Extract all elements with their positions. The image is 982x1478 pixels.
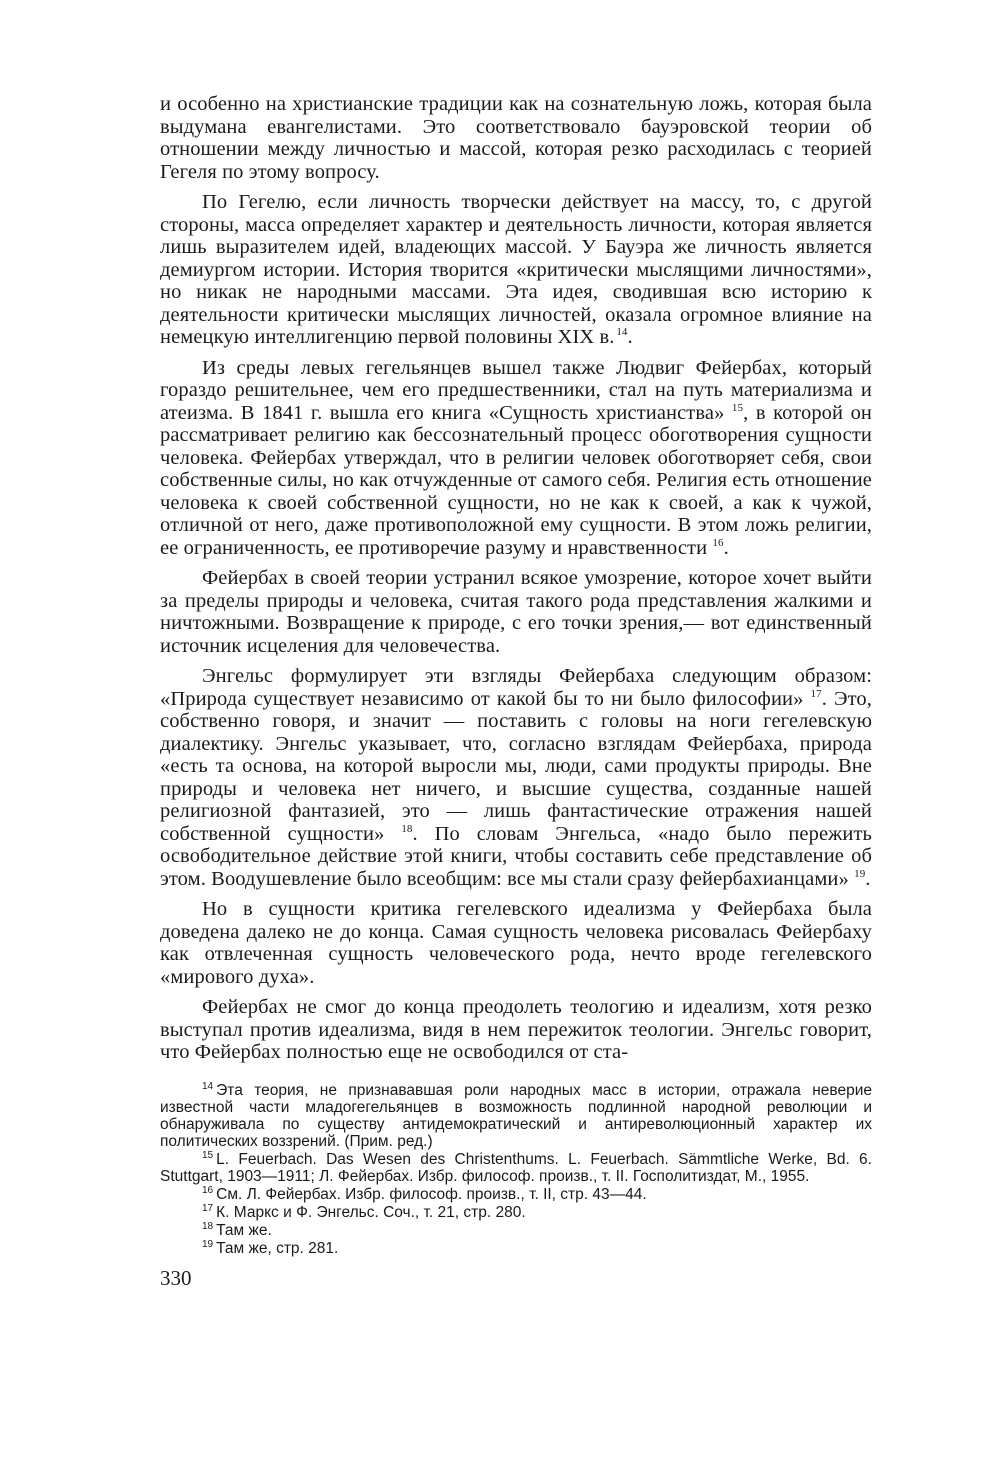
- footnote-19: [160, 1240, 872, 1257]
- footnote-text: L. Feuerbach. Das Wesen des Christenthums. L. Feuerbach. Sämmtliche Werke, Bd. 6. Stuttgart, 1903—1911; Л. Фейербах. Избр. философ. произв., т. II. Госполитиздат, М., 1955.: [160, 1150, 872, 1185]
- footnote-18: [160, 1222, 872, 1239]
- footnote-14: [160, 1082, 872, 1150]
- footnote-16: [160, 1186, 872, 1203]
- footnote-ref-19: 19: [854, 867, 866, 880]
- footnote-ref-17: 17: [810, 687, 822, 700]
- paragraph-2-end: .: [627, 326, 633, 348]
- paragraph-1: и особенно на христианские традиции как на сознательную ложь, которая была выдумана евангелистами. Это соответствовало бауэровской теории об отношении между личностью и массой, которая резко расходилась с теорией Гегеля по этому вопросу.: [160, 93, 872, 183]
- paragraph-3-part-2: , в которой он рассматривает религию как бессознательный процесс обоготворения сущности человека. Фейербах утверждал, что в религии человек обоготворяет себя, свои собственные силы, но как отчужденные от самого себя. Религия есть отношение человека к своей собственной сущности, но не как к своей, а как к чужой, отличной от него, даже противоположной ему сущности. В этом ложь религии, ее ограниченность, ее противоречие разуму и нравственности: [160, 401, 872, 559]
- footnote-17: [160, 1204, 872, 1221]
- paragraph-3-part-1: Из среды левых гегельянцев вышел также Людвиг Фейербах, который гораздо решительнее, чем его предшественники, стал на путь материализма и атеизма. В 1841 г. вышла его книга «Сущность христианства»: [160, 356, 872, 424]
- paragraph-2: [160, 191, 872, 349]
- paragraph-5-part-4: .: [865, 867, 871, 890]
- footnote-text: К. Маркс и Ф. Энгельс. Соч., т. 21, стр. 280.: [216, 1203, 526, 1221]
- footnote-number: 14: [202, 1080, 214, 1092]
- paragraph-7: Фейербах не смог до конца преодолеть теологию и идеализм, хотя резко выступал против идеализма, видя в нем пережиток теологии. Энгельс говорит, что Фейербах полностью еще не освободился от ста-: [160, 996, 872, 1063]
- page-number: 330: [160, 1266, 192, 1290]
- paragraph-2-text: По Гегелю, если личность творчески действует на массу, то, с другой стороны, масса определяет характер и деятельность личности, которая является лишь выразителем идей, владеющих массой. У Бауэра же личность является демиургом истории. История творится «критически мыслящими личностями», но никак не народными массами. Эта идея, сводившая всю историю к деятельности критически мыслящих личностей, оказала огромное влияние на немецкую интеллигенцию первой половины XIX в.: [160, 191, 872, 348]
- paragraph-3: [160, 357, 872, 560]
- footnote-number: 15: [202, 1149, 214, 1161]
- paragraph-5-part-2: . Это, собственно говоря, и значит — поставить с головы на ноги гегелевскую диалектику. Энгельс указывает, что, согласно взглядам Фейербаха, природа «есть та основа, на которой выросли мы, люди, сами продукты природы. Вне природы и человека нет ничего, и высшие существа, созданные нашей религиозной фантазией, это — лишь фантастические отражения нашей собственной сущности»: [160, 687, 872, 845]
- footnotes: [160, 1082, 872, 1257]
- footnote-number: 18: [202, 1220, 214, 1232]
- paragraph-5: [160, 665, 872, 890]
- body-text: [160, 93, 872, 1064]
- footnote-text: См. Л. Фейербах. Избр. философ. произв., т. II, стр. 43—44.: [216, 1185, 647, 1203]
- footnote-ref-16: 16: [712, 536, 724, 549]
- paragraph-3-part-3: .: [723, 536, 729, 559]
- footnote-number: 19: [202, 1238, 214, 1250]
- paragraph-5-part-1: Энгельс формулирует эти взгляды Фейербаха следующим образом: «Природа существует независимо от какой бы то ни было философии»: [160, 665, 872, 710]
- footnote-text: Там же.: [216, 1221, 272, 1239]
- footnote-15: [160, 1151, 872, 1185]
- footnote-text: Эта теория, не признававшая роли народных масс в истории, отражала неверие известной части младогегельянцев в возможность подлинной народной революции и обнаруживала по существу антидемократический и антиреволюционный характер их политических воззрений. (Прим. ред.): [160, 1081, 872, 1150]
- footnote-ref-15: 15: [731, 401, 744, 414]
- paragraph-5-part-3: . По словам Энгельса, «надо было пережить освободительное действие этой книги, чтобы составить себе представление об этом. Воодушевление было всеобщим: все мы стали сразу фейербахианцами»: [160, 822, 873, 890]
- footnote-number: 16: [202, 1184, 214, 1196]
- footnote-ref-14: 14: [616, 326, 628, 338]
- footnote-number: 17: [202, 1202, 214, 1214]
- footnote-ref-18: 18: [401, 822, 413, 835]
- footnote-text: Там же, стр. 281.: [216, 1239, 339, 1257]
- paragraph-4: Фейербах в своей теории устранил всякое умозрение, которое хочет выйти за пределы природы и человека, считая такого рода представления жалкими и ничтожными. Возвращение к природе, с его точки зрения,— вот единственный источник исцеления для человечества.: [160, 567, 872, 657]
- paragraph-6: Но в сущности критика гегелевского идеализма у Фейербаха была доведена далеко не до конца. Самая сущность человека рисовалась Фейербаху как отвлеченная сущность человеческого рода, нечто вроде гегелевского «мирового духа».: [160, 898, 872, 988]
